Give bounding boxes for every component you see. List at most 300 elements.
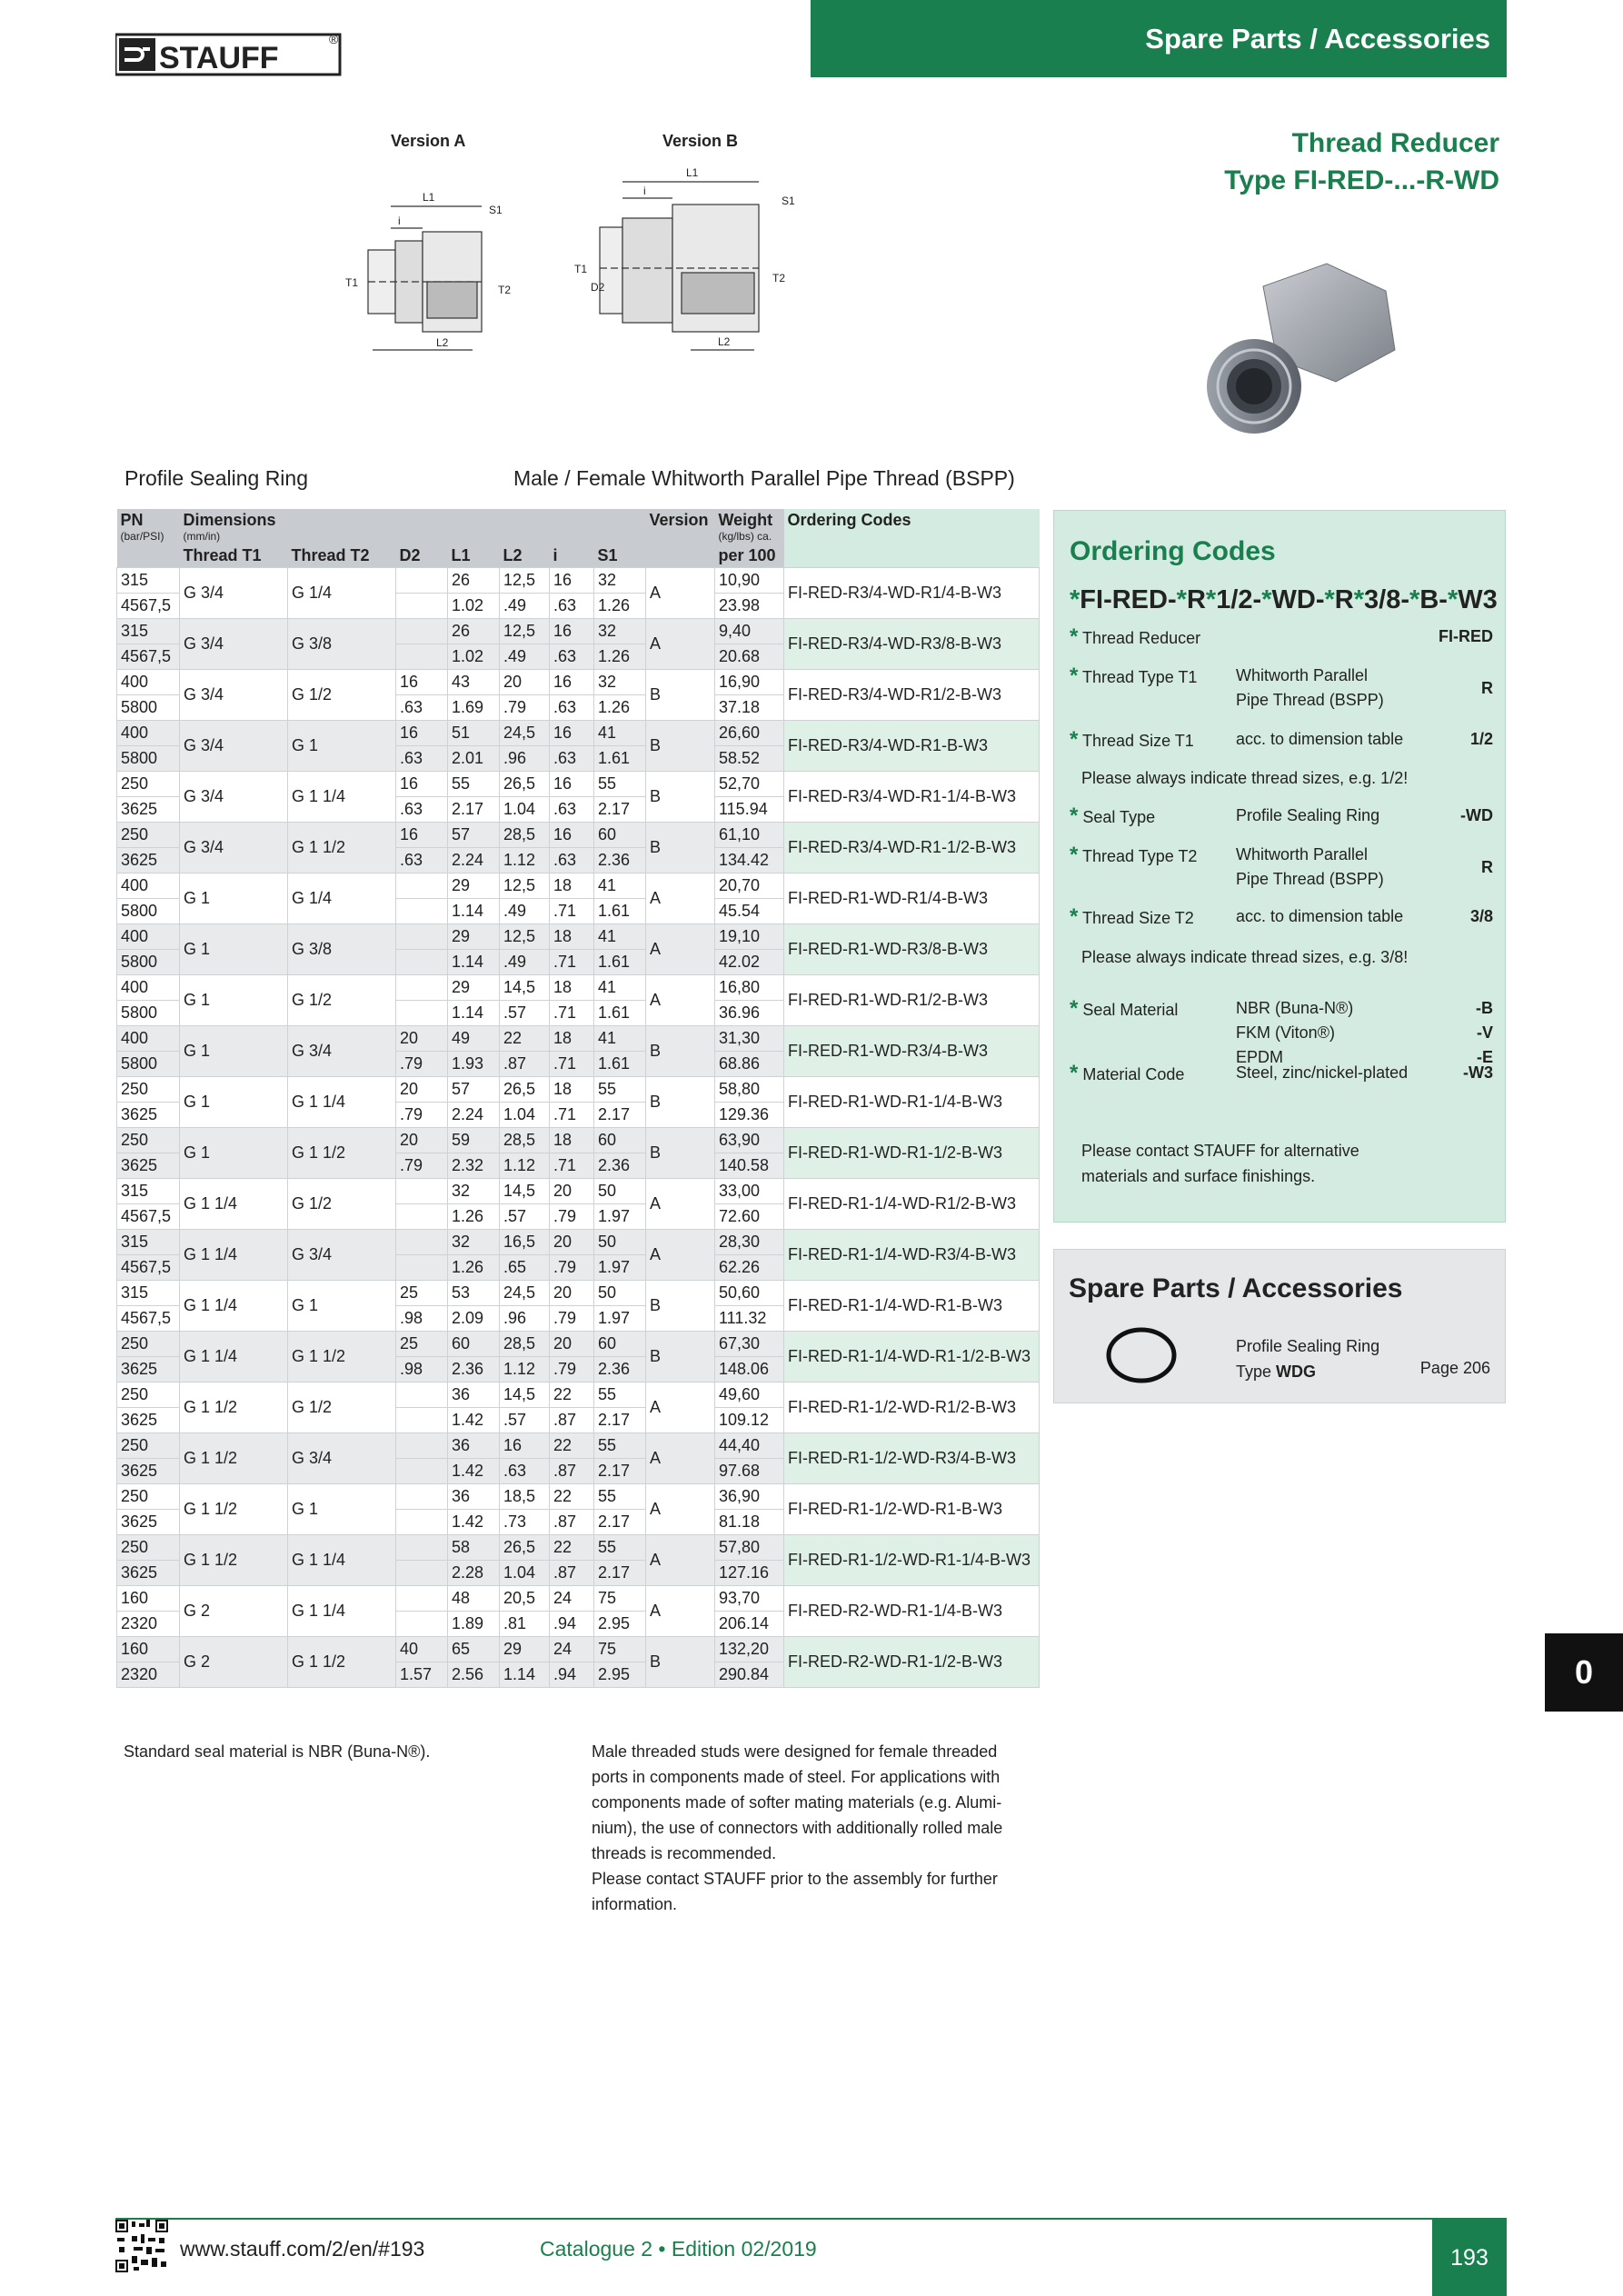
ordering-code-cell[interactable]: FI-RED-R3/4-WD-R1-B-W3	[784, 721, 1040, 772]
pn-cell: 315	[117, 568, 180, 594]
footer-page-number: 193	[1432, 2220, 1507, 2296]
table-row	[117, 670, 1040, 695]
l1-cell: 59	[448, 1128, 500, 1153]
d2-inch-cell: .63	[396, 695, 448, 721]
l1-cell: 58	[448, 1535, 500, 1561]
header-thread-t1: Thread T1	[180, 544, 288, 568]
ordering-option: * Thread Type T2 Whitworth Parallel Pipe Thread (BSPP) R	[1070, 843, 1493, 888]
i-inch-cell: .87	[550, 1561, 594, 1586]
svg-text:S1: S1	[489, 204, 503, 216]
pn-cell: 400	[117, 873, 180, 899]
l2-cell: 24,5	[500, 1281, 550, 1306]
i-cell: 20	[550, 1332, 594, 1357]
weight-cell: 49,60	[715, 1383, 784, 1408]
l2-cell: 26,5	[500, 1535, 550, 1561]
version-cell: B	[646, 823, 715, 873]
table-row	[117, 619, 1040, 644]
i-cell: 16	[550, 721, 594, 746]
ordering-code-cell[interactable]: FI-RED-R1-1/4-WD-R3/4-B-W3	[784, 1230, 1040, 1281]
weight-cell: 9,40	[715, 619, 784, 644]
weight-cell: 61,10	[715, 823, 784, 848]
weight-lbs-cell: 23.98	[715, 594, 784, 619]
i-inch-cell: .87	[550, 1408, 594, 1433]
note-line: nium), the use of connectors with additionally rolled male	[592, 1819, 1003, 1837]
d2-cell: 16	[396, 721, 448, 746]
ordering-code-cell[interactable]: FI-RED-R1-1/2-WD-R1/2-B-W3	[784, 1383, 1040, 1433]
l2-inch-cell: .49	[500, 594, 550, 619]
s1-cell: 55	[594, 772, 646, 797]
d2-inch-cell: .79	[396, 1103, 448, 1128]
weight-lbs-cell: 115.94	[715, 797, 784, 823]
weight-lbs-cell: 45.54	[715, 899, 784, 924]
s1-cell: 41	[594, 924, 646, 950]
psi-cell: 3625	[117, 848, 180, 873]
s1-inch-cell: 2.17	[594, 1103, 646, 1128]
i-cell: 18	[550, 975, 594, 1001]
s1-inch-cell: 1.26	[594, 695, 646, 721]
header-i: i	[550, 544, 594, 568]
svg-text:L2: L2	[436, 336, 449, 349]
weight-cell: 10,90	[715, 568, 784, 594]
s1-cell: 60	[594, 1332, 646, 1357]
l1-cell: 29	[448, 924, 500, 950]
d2-inch-cell	[396, 1510, 448, 1535]
d2-inch-cell: .79	[396, 1052, 448, 1077]
table-row	[117, 1332, 1040, 1357]
weight-lbs-cell: 109.12	[715, 1408, 784, 1433]
weight-cell: 50,60	[715, 1281, 784, 1306]
thread-t2-cell: G 1 1/4	[288, 1535, 396, 1586]
svg-text:T1: T1	[574, 263, 588, 275]
ordering-option: * Thread Type T1 Whitworth Parallel Pipe Thread (BSPP) R	[1070, 664, 1493, 709]
thread-t1-cell: G 2	[180, 1637, 288, 1688]
table-row	[117, 873, 1040, 899]
d2-inch-cell	[396, 899, 448, 924]
thread-t2-cell: G 1 1/2	[288, 1128, 396, 1179]
sealing-ring-icon	[1105, 1325, 1178, 1385]
psi-cell: 5800	[117, 1001, 180, 1026]
s1-inch-cell: 1.97	[594, 1255, 646, 1281]
thread-size-note: Please always indicate thread sizes, e.g. 3/8!	[1081, 948, 1409, 966]
s1-cell: 32	[594, 670, 646, 695]
d2-inch-cell	[396, 594, 448, 619]
thread-t1-cell: G 3/4	[180, 823, 288, 873]
s1-cell: 41	[594, 721, 646, 746]
i-cell: 16	[550, 823, 594, 848]
ordering-code-cell[interactable]: FI-RED-R3/4-WD-R1/4-B-W3	[784, 568, 1040, 619]
l2-inch-cell: .49	[500, 644, 550, 670]
table-row	[117, 1383, 1040, 1408]
thread-t2-cell: G 1 1/4	[288, 1586, 396, 1637]
s1-cell: 32	[594, 568, 646, 594]
d2-cell	[396, 1230, 448, 1255]
thread-t2-cell: G 1/2	[288, 1383, 396, 1433]
pn-cell: 400	[117, 721, 180, 746]
i-cell: 16	[550, 568, 594, 594]
i-inch-cell: .71	[550, 1001, 594, 1026]
l2-cell: 29	[500, 1637, 550, 1662]
table-row	[117, 924, 1040, 950]
s1-inch-cell: 1.61	[594, 950, 646, 975]
i-cell: 18	[550, 924, 594, 950]
pn-cell: 315	[117, 619, 180, 644]
weight-cell: 132,20	[715, 1637, 784, 1662]
ordering-option: * Material Code Steel, zinc/nickel-plated -W3	[1070, 1061, 1493, 1085]
l1-inch-cell: 1.26	[448, 1255, 500, 1281]
ordering-code-cell[interactable]: FI-RED-R3/4-WD-R3/8-B-W3	[784, 619, 1040, 670]
d2-inch-cell	[396, 1204, 448, 1230]
header-weight: Weight (kg/lbs) ca.	[715, 509, 784, 544]
l1-inch-cell: 1.02	[448, 594, 500, 619]
thread-t2-cell: G 1 1/2	[288, 1332, 396, 1383]
pn-cell: 315	[117, 1281, 180, 1306]
l2-inch-cell: .63	[500, 1459, 550, 1484]
i-inch-cell: .87	[550, 1459, 594, 1484]
stauff-logo	[115, 29, 343, 76]
l2-cell: 28,5	[500, 823, 550, 848]
note-line: components made of softer mating materials (e.g. Alumi-	[592, 1793, 1002, 1812]
weight-cell: 31,30	[715, 1026, 784, 1052]
note-line: threads is recommended.	[592, 1844, 777, 1862]
ordering-code-cell[interactable]: FI-RED-R3/4-WD-R1-1/4-B-W3	[784, 772, 1040, 823]
table-row	[117, 1433, 1040, 1459]
psi-cell: 4567,5	[117, 644, 180, 670]
svg-text:T1: T1	[345, 276, 359, 289]
s1-cell: 41	[594, 873, 646, 899]
l1-cell: 60	[448, 1332, 500, 1357]
svg-text:i: i	[398, 215, 401, 227]
d2-cell	[396, 568, 448, 594]
d2-cell	[396, 975, 448, 1001]
version-cell: A	[646, 1535, 715, 1586]
d2-inch-cell	[396, 1255, 448, 1281]
ordering-code-cell[interactable]: FI-RED-R1-1/2-WD-R1-B-W3	[784, 1484, 1040, 1535]
svg-text:D2: D2	[591, 281, 605, 294]
thread-t1-cell: G 1 1/4	[180, 1230, 288, 1281]
table-row	[117, 1230, 1040, 1255]
d2-cell	[396, 873, 448, 899]
i-cell: 20	[550, 1281, 594, 1306]
table-row	[117, 772, 1040, 797]
weight-lbs-cell: 290.84	[715, 1662, 784, 1688]
thread-t2-cell: G 1/4	[288, 568, 396, 619]
d2-cell: 25	[396, 1281, 448, 1306]
i-inch-cell: .79	[550, 1357, 594, 1383]
pn-cell: 315	[117, 1179, 180, 1204]
caption-seal: Profile Sealing Ring	[124, 466, 309, 490]
thread-t1-cell: G 1	[180, 975, 288, 1026]
l2-inch-cell: .79	[500, 695, 550, 721]
s1-inch-cell: 1.26	[594, 644, 646, 670]
thread-t1-cell: G 3/4	[180, 619, 288, 670]
header-d2: D2	[396, 544, 448, 568]
ordering-code-cell[interactable]: FI-RED-R1-WD-R1-1/4-B-W3	[784, 1077, 1040, 1128]
pn-cell: 250	[117, 823, 180, 848]
ordering-code-cell[interactable]: FI-RED-R1-WD-R1/2-B-W3	[784, 975, 1040, 1026]
version-cell: A	[646, 568, 715, 619]
weight-lbs-cell: 37.18	[715, 695, 784, 721]
psi-cell: 3625	[117, 1408, 180, 1433]
l2-cell: 28,5	[500, 1128, 550, 1153]
table-row	[117, 1179, 1040, 1204]
i-cell: 18	[550, 1077, 594, 1103]
drawing-version-b	[573, 164, 809, 359]
header-ordering-codes: Ordering Codes	[784, 509, 1040, 568]
drawing-version-a	[336, 177, 536, 359]
l1-inch-cell: 2.01	[448, 746, 500, 772]
thread-t2-cell: G 3/4	[288, 1433, 396, 1484]
weight-cell: 36,90	[715, 1484, 784, 1510]
l1-cell: 53	[448, 1281, 500, 1306]
l1-inch-cell: 1.89	[448, 1612, 500, 1637]
table-row	[117, 721, 1040, 746]
psi-cell: 4567,5	[117, 1255, 180, 1281]
s1-cell: 32	[594, 619, 646, 644]
chapter-tab[interactable]: 0	[1545, 1633, 1623, 1712]
table-row	[117, 1281, 1040, 1306]
pn-cell: 400	[117, 1026, 180, 1052]
weight-cell: 52,70	[715, 772, 784, 797]
l1-inch-cell: 1.69	[448, 695, 500, 721]
d2-inch-cell	[396, 1612, 448, 1637]
spare-parts-panel	[1053, 1249, 1506, 1403]
pn-cell: 400	[117, 924, 180, 950]
header-dimensions: Dimensions (mm/in)	[180, 509, 646, 544]
l1-cell: 57	[448, 823, 500, 848]
pn-cell: 160	[117, 1586, 180, 1612]
thread-t2-cell: G 1 1/4	[288, 772, 396, 823]
l1-cell: 36	[448, 1484, 500, 1510]
i-cell: 22	[550, 1484, 594, 1510]
s1-inch-cell: 1.61	[594, 1052, 646, 1077]
ordering-code-cell[interactable]: FI-RED-R1-WD-R3/4-B-W3	[784, 1026, 1040, 1077]
ordering-code-cell[interactable]: FI-RED-R1-1/4-WD-R1-B-W3	[784, 1281, 1040, 1332]
psi-cell: 4567,5	[117, 1204, 180, 1230]
l1-inch-cell: 1.42	[448, 1459, 500, 1484]
l2-inch-cell: 1.12	[500, 848, 550, 873]
version-cell: B	[646, 1077, 715, 1128]
i-cell: 24	[550, 1586, 594, 1612]
l1-cell: 36	[448, 1383, 500, 1408]
i-inch-cell: .63	[550, 594, 594, 619]
d2-cell	[396, 924, 448, 950]
ordering-code-cell[interactable]: FI-RED-R2-WD-R1-1/2-B-W3	[784, 1637, 1040, 1688]
version-cell: B	[646, 1281, 715, 1332]
d2-cell: 20	[396, 1128, 448, 1153]
l2-cell: 16	[500, 1433, 550, 1459]
s1-inch-cell: 2.36	[594, 1357, 646, 1383]
thread-t1-cell: G 1 1/2	[180, 1383, 288, 1433]
l1-inch-cell: 1.42	[448, 1408, 500, 1433]
d2-cell: 20	[396, 1026, 448, 1052]
qr-code-icon[interactable]	[115, 2220, 168, 2272]
pn-cell: 250	[117, 772, 180, 797]
d2-cell	[396, 1484, 448, 1510]
l2-inch-cell: 1.12	[500, 1153, 550, 1179]
version-cell: A	[646, 1484, 715, 1535]
weight-cell: 58,80	[715, 1077, 784, 1103]
version-cell: B	[646, 670, 715, 721]
i-inch-cell: .79	[550, 1306, 594, 1332]
ordering-code-cell[interactable]: FI-RED-R1-1/4-WD-R1/2-B-W3	[784, 1179, 1040, 1230]
weight-lbs-cell: 58.52	[715, 746, 784, 772]
i-cell: 20	[550, 1179, 594, 1204]
l2-inch-cell: .49	[500, 950, 550, 975]
l1-inch-cell: 2.36	[448, 1357, 500, 1383]
s1-cell: 55	[594, 1077, 646, 1103]
ordering-code-cell[interactable]: FI-RED-R1-WD-R1/4-B-W3	[784, 873, 1040, 924]
d2-cell	[396, 619, 448, 644]
d2-inch-cell: .63	[396, 848, 448, 873]
i-inch-cell: .79	[550, 1204, 594, 1230]
l2-inch-cell: .87	[500, 1052, 550, 1077]
s1-inch-cell: 1.61	[594, 746, 646, 772]
thread-t1-cell: G 1 1/2	[180, 1433, 288, 1484]
i-inch-cell: .79	[550, 1255, 594, 1281]
pn-cell: 250	[117, 1128, 180, 1153]
footer-url[interactable]: www.stauff.com/2/en/#193	[180, 2237, 425, 2261]
l1-inch-cell: 1.02	[448, 644, 500, 670]
weight-cell: 57,80	[715, 1535, 784, 1561]
d2-cell: 40	[396, 1637, 448, 1662]
version-cell: B	[646, 1026, 715, 1077]
version-cell: A	[646, 1586, 715, 1637]
i-cell: 18	[550, 873, 594, 899]
l2-cell: 12,5	[500, 924, 550, 950]
psi-cell: 5800	[117, 695, 180, 721]
s1-inch-cell: 2.17	[594, 797, 646, 823]
caption-thread: Male / Female Whitworth Parallel Pipe Thread (BSPP)	[513, 466, 1015, 490]
l2-inch-cell: .57	[500, 1204, 550, 1230]
l1-inch-cell: 2.17	[448, 797, 500, 823]
l2-inch-cell: .57	[500, 1408, 550, 1433]
i-cell: 24	[550, 1637, 594, 1662]
l1-cell: 43	[448, 670, 500, 695]
s1-cell: 55	[594, 1433, 646, 1459]
version-a-label: Version A	[391, 132, 466, 150]
weight-cell: 33,00	[715, 1179, 784, 1204]
weight-lbs-cell: 129.36	[715, 1103, 784, 1128]
psi-cell: 3625	[117, 1357, 180, 1383]
l2-inch-cell: .81	[500, 1612, 550, 1637]
d2-cell: 16	[396, 823, 448, 848]
d2-inch-cell	[396, 644, 448, 670]
d2-cell	[396, 1179, 448, 1204]
l1-inch-cell: 2.28	[448, 1561, 500, 1586]
thread-t1-cell: G 1 1/4	[180, 1179, 288, 1230]
ordering-code-cell[interactable]: FI-RED-R3/4-WD-R1/2-B-W3	[784, 670, 1040, 721]
s1-cell: 50	[594, 1281, 646, 1306]
header-version: Version	[646, 509, 715, 544]
i-cell: 22	[550, 1433, 594, 1459]
table-row	[117, 1586, 1040, 1612]
svg-text:L1: L1	[423, 191, 435, 204]
s1-cell: 50	[594, 1230, 646, 1255]
l1-inch-cell: 2.24	[448, 848, 500, 873]
thread-t1-cell: G 3/4	[180, 772, 288, 823]
i-inch-cell: .71	[550, 950, 594, 975]
section-header-label: Spare Parts / Accessories	[1145, 22, 1490, 55]
d2-cell	[396, 1535, 448, 1561]
pn-cell: 250	[117, 1383, 180, 1408]
d2-cell: 20	[396, 1077, 448, 1103]
d2-inch-cell	[396, 950, 448, 975]
d2-cell: 16	[396, 670, 448, 695]
psi-cell: 5800	[117, 1052, 180, 1077]
d2-inch-cell: 1.57	[396, 1662, 448, 1688]
version-cell: A	[646, 924, 715, 975]
ordering-code-cell[interactable]: FI-RED-R3/4-WD-R1-1/2-B-W3	[784, 823, 1040, 873]
weight-cell: 16,80	[715, 975, 784, 1001]
ordering-option: * Thread Reducer FI-RED	[1070, 624, 1493, 649]
thread-t1-cell: G 3/4	[180, 721, 288, 772]
s1-inch-cell: 2.17	[594, 1510, 646, 1535]
table-row	[117, 1535, 1040, 1561]
spare-part-page-ref[interactable]: Page 206	[1419, 1359, 1490, 1377]
l1-cell: 65	[448, 1637, 500, 1662]
s1-cell: 55	[594, 1535, 646, 1561]
product-photo	[1190, 259, 1409, 441]
weight-cell: 93,70	[715, 1586, 784, 1612]
d2-inch-cell	[396, 1561, 448, 1586]
ordering-code-cell[interactable]: FI-RED-R1-WD-R3/8-B-W3	[784, 924, 1040, 975]
i-cell: 16	[550, 670, 594, 695]
weight-cell: 67,30	[715, 1332, 784, 1357]
s1-inch-cell: 2.95	[594, 1662, 646, 1688]
d2-cell: 25	[396, 1332, 448, 1357]
header-thread-t2: Thread T2	[288, 544, 396, 568]
thread-t2-cell: G 1	[288, 1484, 396, 1535]
pn-cell: 250	[117, 1332, 180, 1357]
ordering-code-cell[interactable]: FI-RED-R1-1/2-WD-R3/4-B-W3	[784, 1433, 1040, 1484]
l2-cell: 24,5	[500, 721, 550, 746]
i-inch-cell: .71	[550, 899, 594, 924]
version-cell: B	[646, 1332, 715, 1383]
pn-cell: 250	[117, 1433, 180, 1459]
l1-inch-cell: 2.09	[448, 1306, 500, 1332]
thread-t2-cell: G 1 1/2	[288, 1637, 396, 1688]
version-cell: B	[646, 772, 715, 823]
s1-cell: 41	[594, 1026, 646, 1052]
version-cell: B	[646, 1637, 715, 1688]
l2-cell: 12,5	[500, 619, 550, 644]
spare-part-item: Profile Sealing Ring Type WDG	[1236, 1337, 1380, 1381]
footer-catalogue: Catalogue 2 • Edition 02/2019	[540, 2237, 817, 2261]
d2-inch-cell: .98	[396, 1357, 448, 1383]
pn-cell: 160	[117, 1637, 180, 1662]
ordering-code-cell[interactable]: FI-RED-R1-WD-R1-1/2-B-W3	[784, 1128, 1040, 1179]
thread-t2-cell: G 1/2	[288, 975, 396, 1026]
thread-t2-cell: G 3/8	[288, 619, 396, 670]
ordering-code-example: *FI-RED-*R*1/2-*WD-*R*3/8-*B-*W3	[1070, 585, 1498, 614]
ordering-code-cell[interactable]: FI-RED-R1-1/4-WD-R1-1/2-B-W3	[784, 1332, 1040, 1383]
ordering-code-cell[interactable]: FI-RED-R1-1/2-WD-R1-1/4-B-W3	[784, 1535, 1040, 1586]
thread-t1-cell: G 2	[180, 1586, 288, 1637]
l1-inch-cell: 2.56	[448, 1662, 500, 1688]
pn-cell: 250	[117, 1535, 180, 1561]
weight-cell: 26,60	[715, 721, 784, 746]
version-cell: A	[646, 1230, 715, 1281]
l2-cell: 14,5	[500, 1383, 550, 1408]
i-cell: 20	[550, 1230, 594, 1255]
version-cell: A	[646, 873, 715, 924]
thread-t2-cell: G 1/4	[288, 873, 396, 924]
weight-cell: 16,90	[715, 670, 784, 695]
thread-t2-cell: G 3/4	[288, 1026, 396, 1077]
l1-cell: 26	[448, 568, 500, 594]
ordering-code-cell[interactable]: FI-RED-R2-WD-R1-1/4-B-W3	[784, 1586, 1040, 1637]
version-cell: A	[646, 619, 715, 670]
